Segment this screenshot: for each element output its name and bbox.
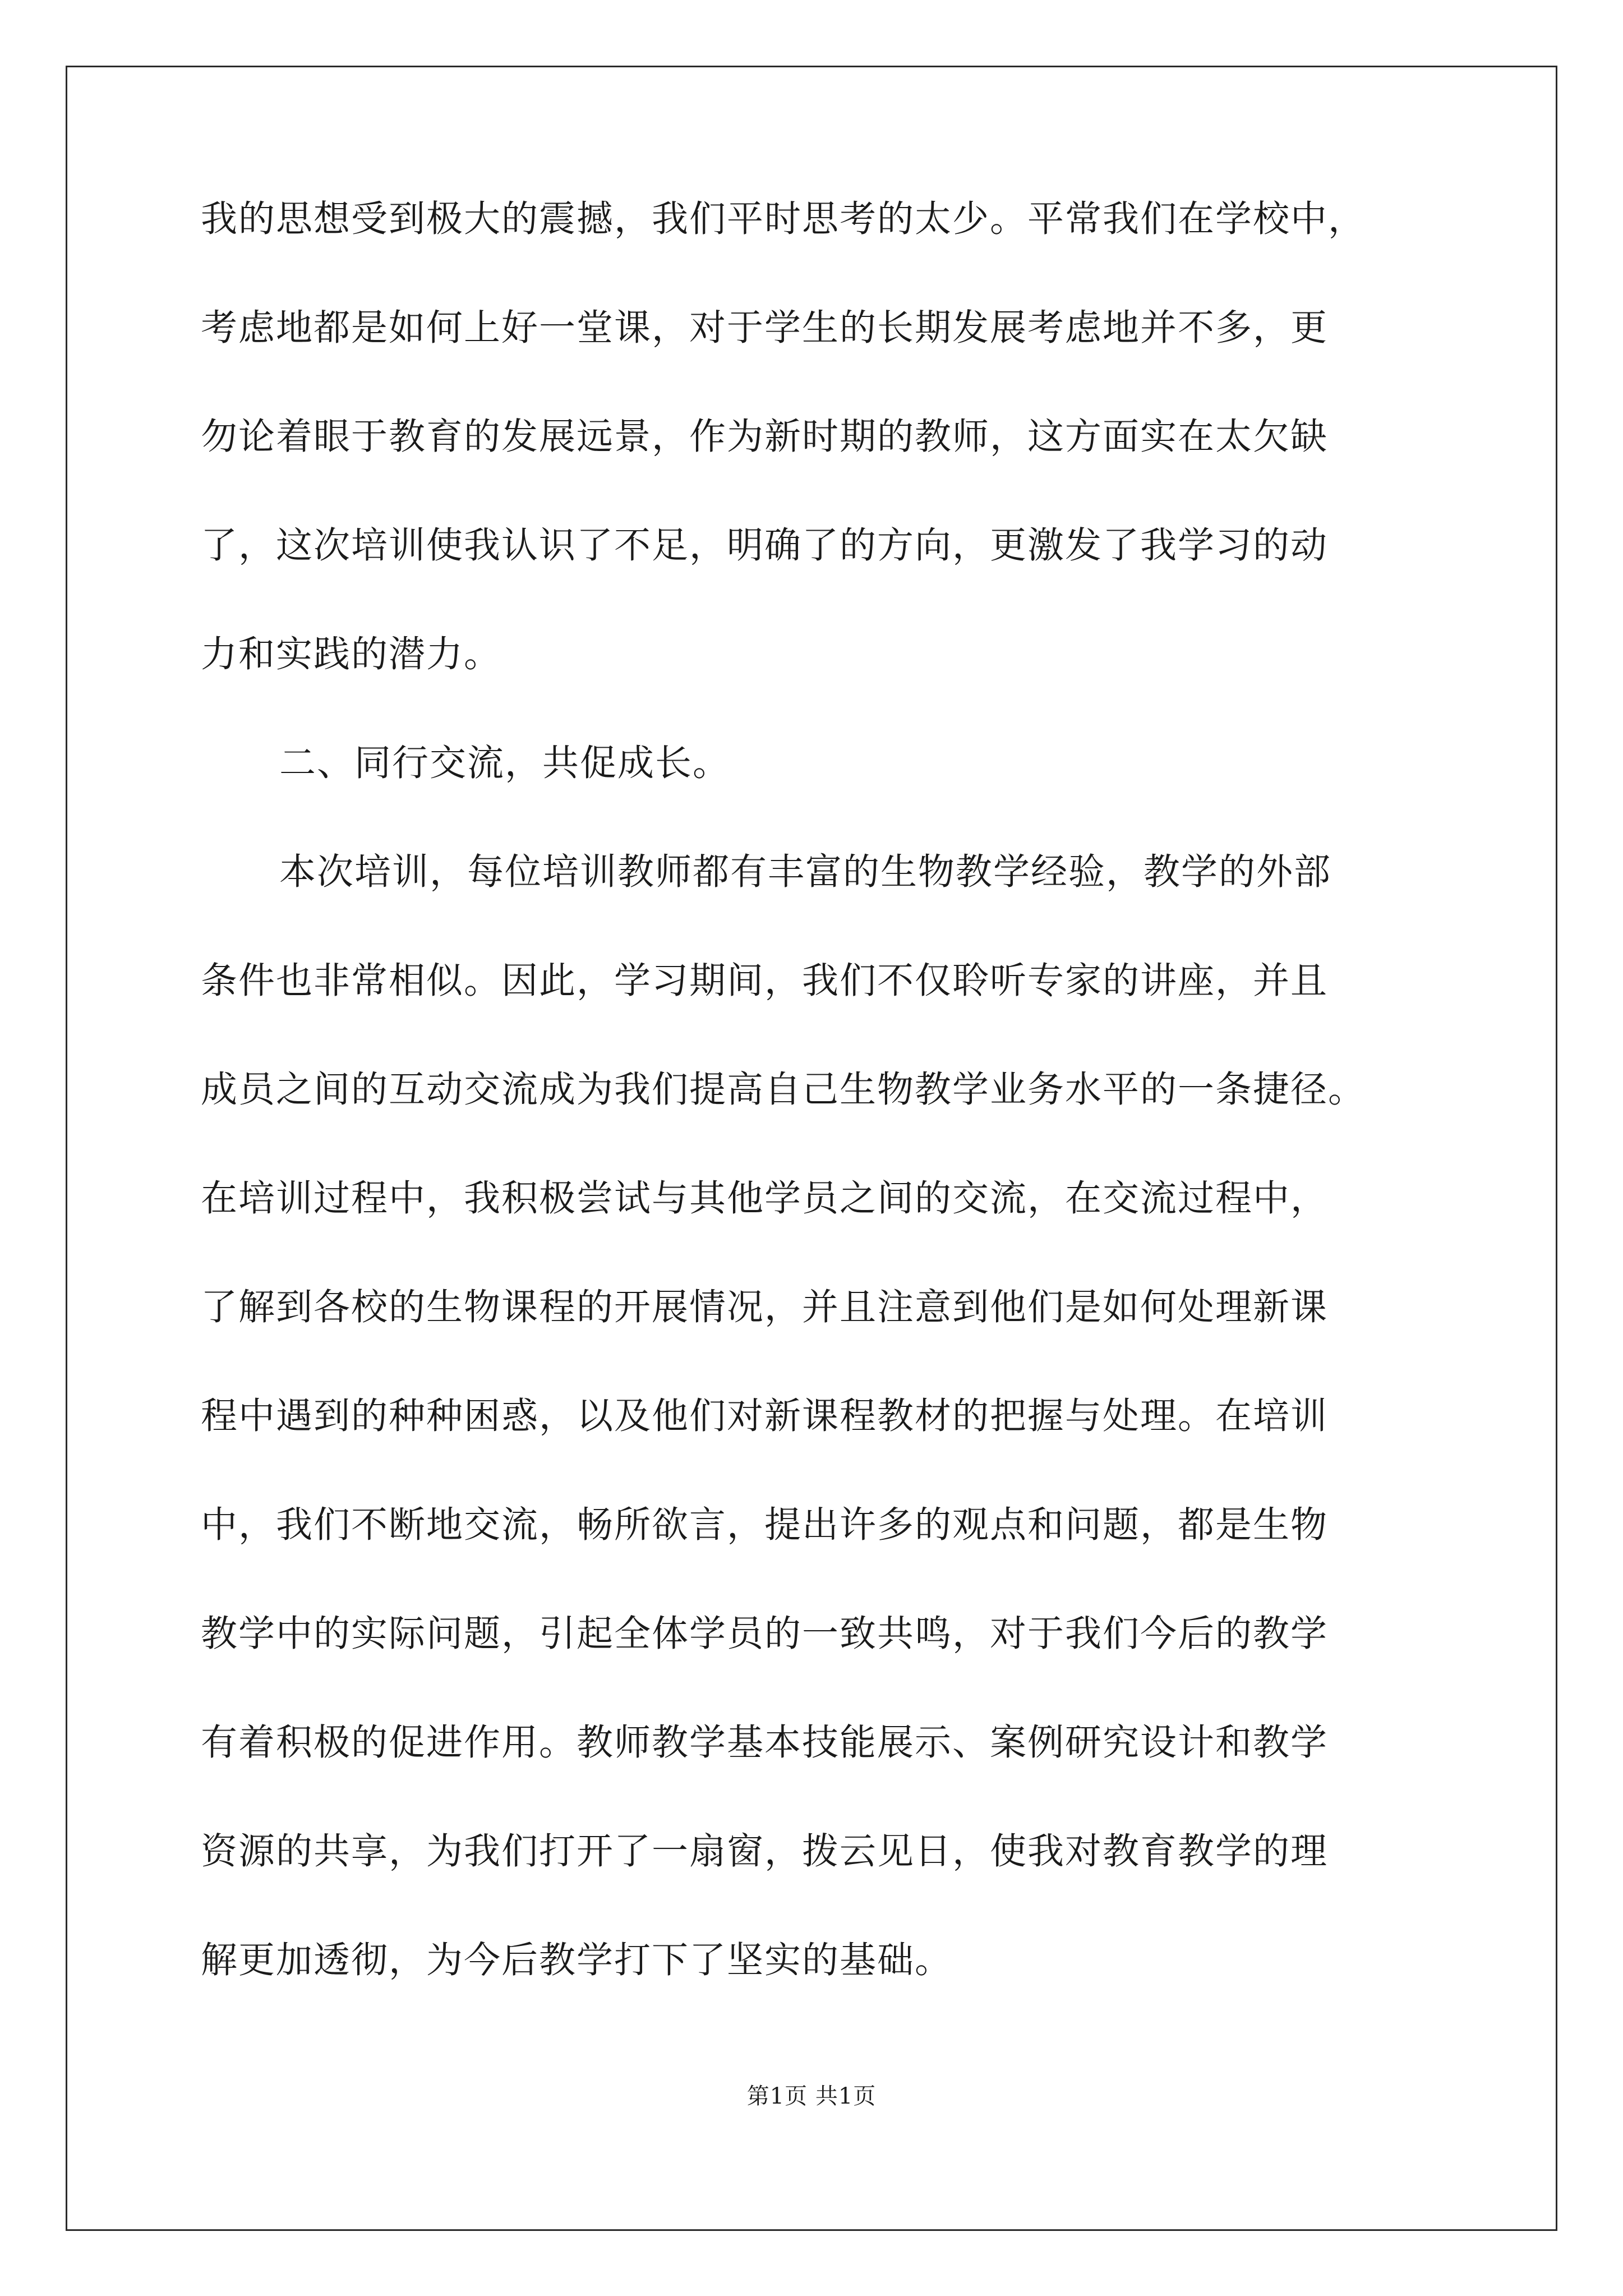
text-line: 教学中的实际问题，引起全体学员的一致共鸣，对于我们今后的教学 (201, 1613, 1329, 1655)
text-line: 了，这次培训使我认识了不足，明确了的方向，更激发了我学习的动 (201, 524, 1329, 567)
text-line: 本次培训，每位培训教师都有丰富的生物教学经验，教学的外部 (279, 851, 1332, 893)
text-line: 有着积极的促进作用。教师教学基本技能展示、案例研究设计和教学 (201, 1722, 1329, 1764)
text-line: 考虑地都是如何上好一堂课，对于学生的长期发展考虑地并不多，更 (201, 307, 1329, 349)
text-line: 成员之间的互动交流成为我们提高自己生物教学业务水平的一条捷径。 (201, 1069, 1366, 1111)
page-footer: 第1页 共1页 (746, 2083, 877, 2109)
text-line: 条件也非常相似。因此，学习期间，我们不仅聆听专家的讲座，并且 (201, 960, 1329, 1002)
text-line: 程中遇到的种种困惑，以及他们对新课程教材的把握与处理。在培训 (201, 1395, 1329, 1437)
text-line: 在培训过程中，我积极尝试与其他学员之间的交流，在交流过程中， (201, 1177, 1329, 1220)
section-heading: 二、同行交流，共促成长。 (279, 742, 731, 784)
text-line: 解更加透彻，为今后教学打下了坚实的基础。 (201, 1939, 953, 1981)
text-line: 中，我们不断地交流，畅所欲言，提出许多的观点和问题，都是生物 (201, 1504, 1329, 1546)
text-line: 勿论着眼于教育的发展远景，作为新时期的教师，这方面实在太欠缺 (201, 416, 1329, 458)
text-line: 了解到各校的生物课程的开展情况，并且注意到他们是如何处理新课 (201, 1286, 1329, 1328)
text-line: 力和实践的潜力。 (201, 633, 502, 675)
text-line: 我的思想受到极大的震撼，我们平时思考的太少。平常我们在学校中， (201, 198, 1366, 240)
page-border (66, 66, 1557, 2231)
text-line: 资源的共享，为我们打开了一扇窗，拨云见日，使我对教育教学的理 (201, 1830, 1329, 1872)
